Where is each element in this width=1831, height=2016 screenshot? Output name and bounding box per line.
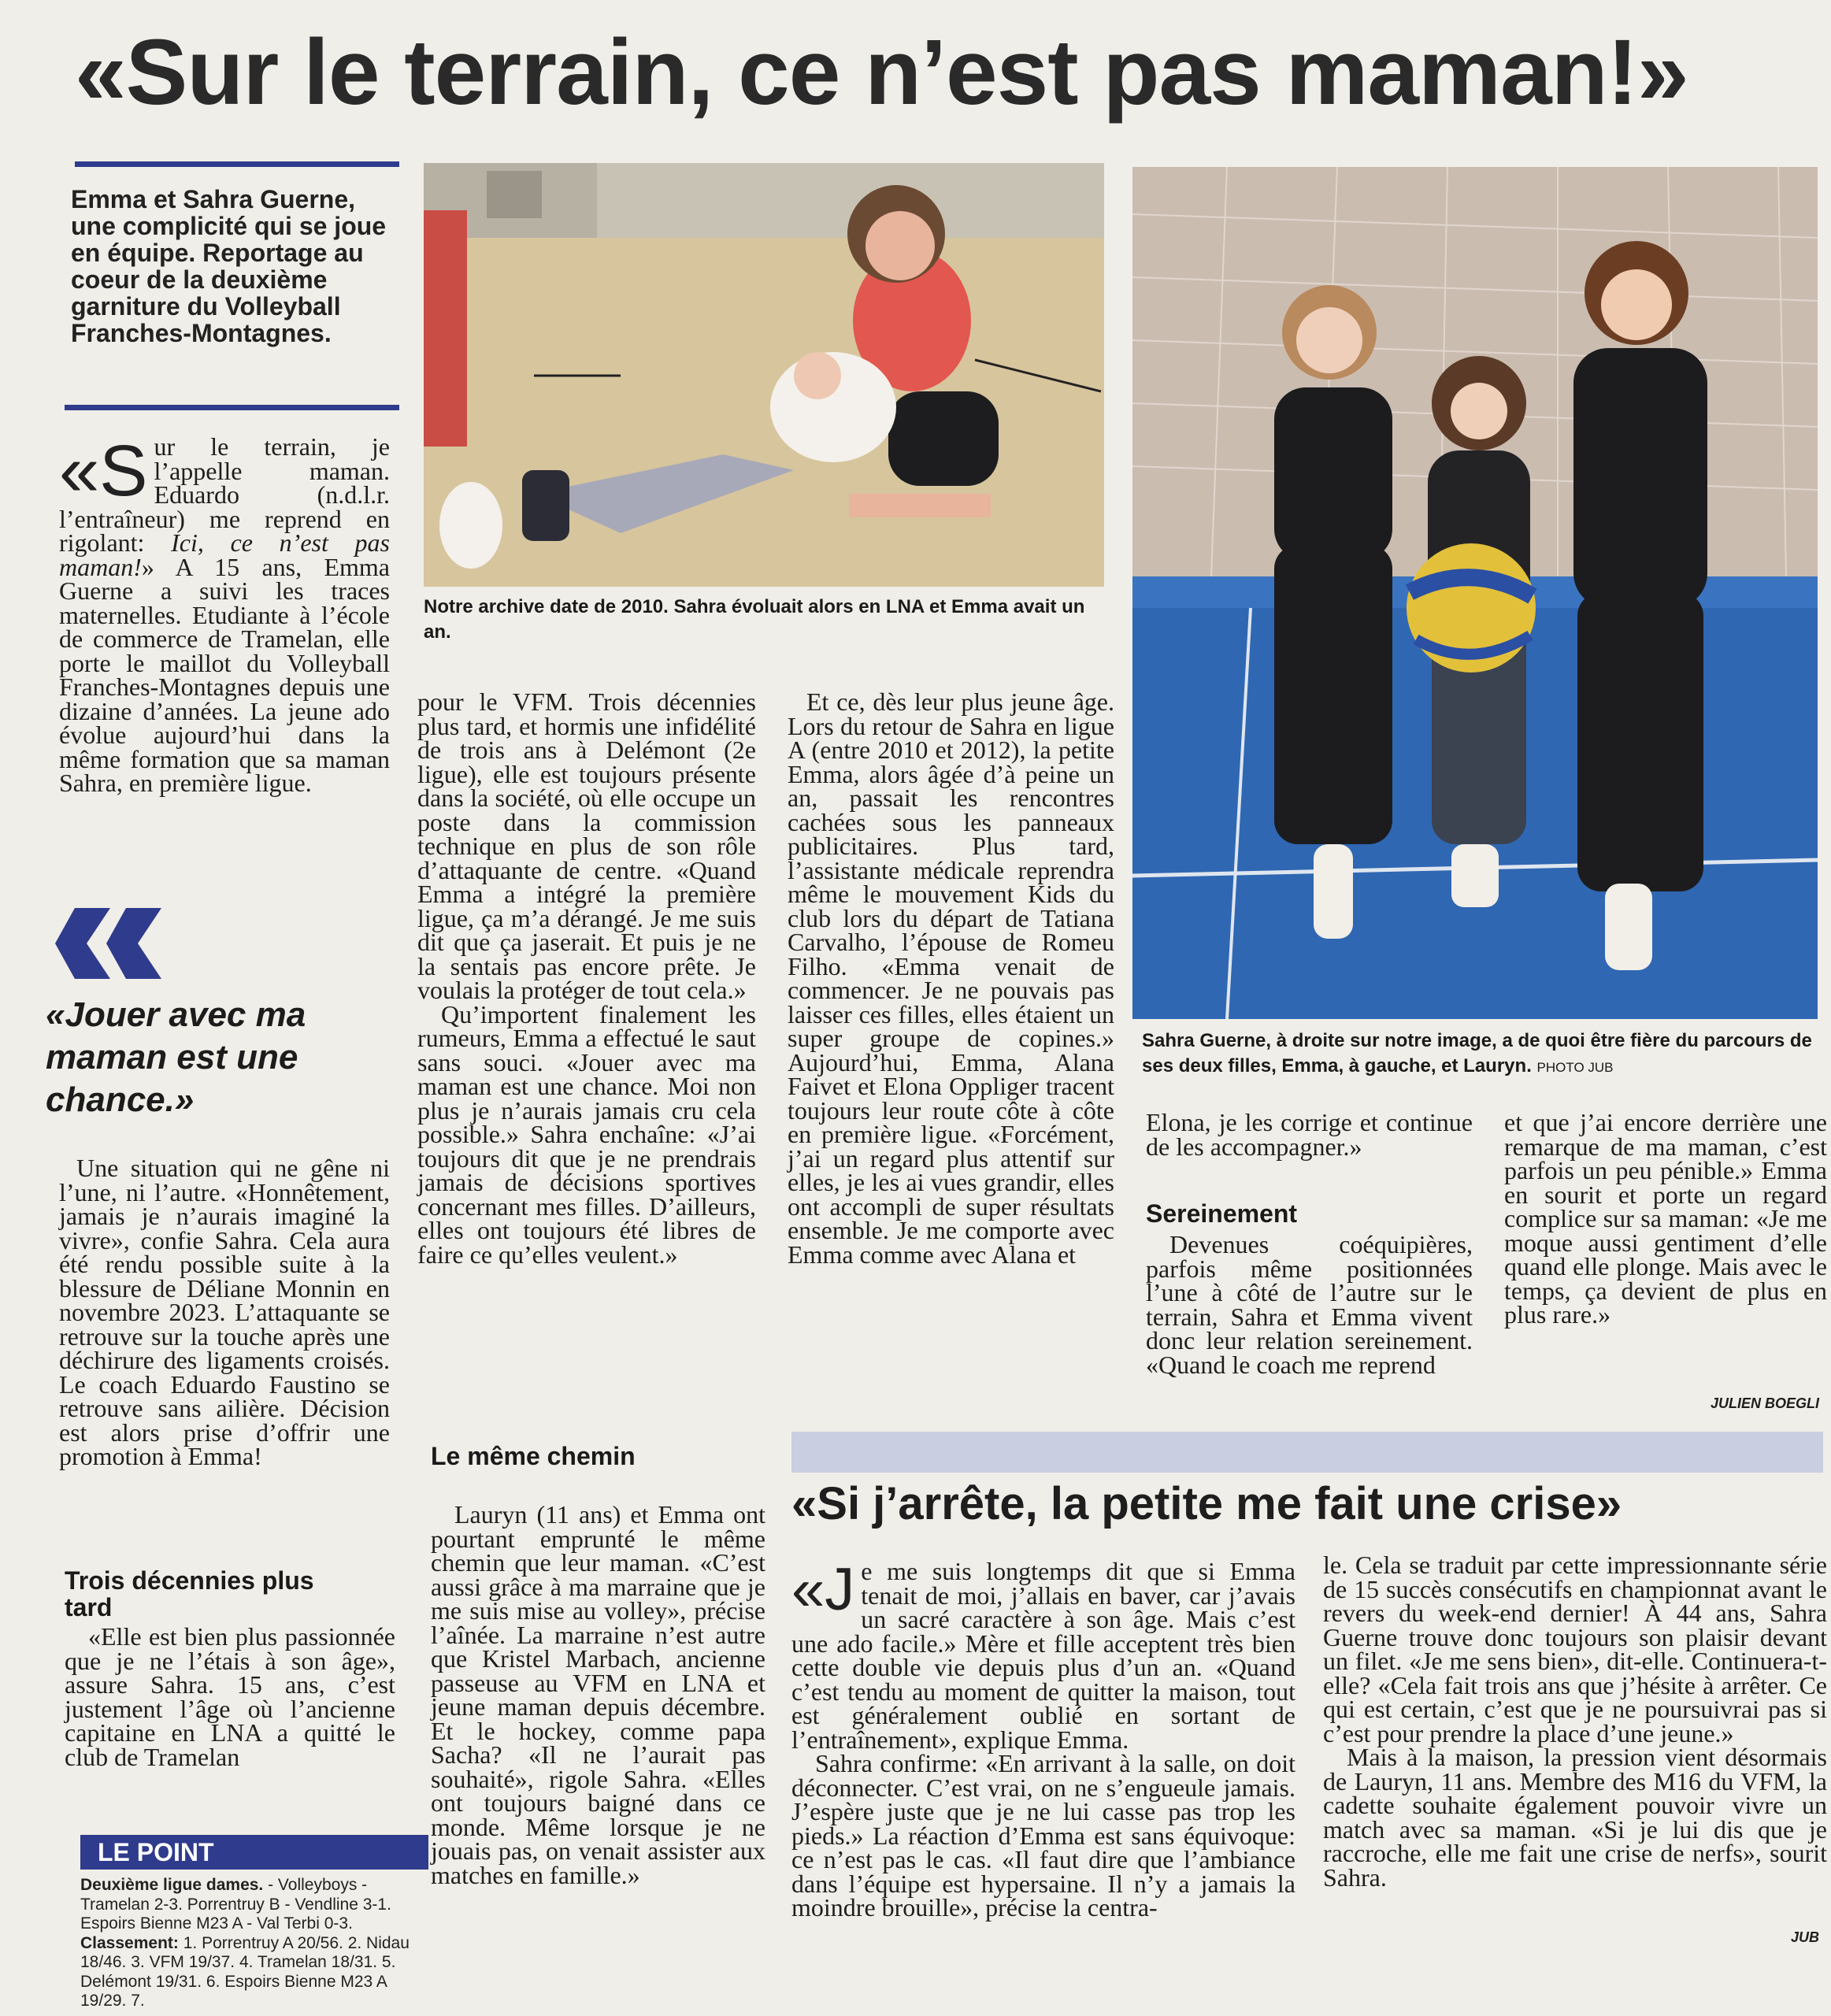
headline: «Sur le terrain, ce n’est pas maman!» [75, 20, 1688, 124]
box-top-band [791, 1432, 1823, 1473]
col4-paragraph-2: Devenues coéquipières, parfois même positionnées l’une à côté de l’autre sur le terrain, Sahra et Emma vivent donc leur relation sereinement. «Quand le coach me reprend [1146, 1230, 1473, 1379]
box-drop-cap: «J [791, 1556, 855, 1623]
col2-paragraph-1: pour le VFM. Trois décennies plus tard, et hormis une infidélité de trois ans à Delémont (2e ligue), elle est toujours présente dans la société, où elle occupe un poste dans la commission technique en plus de son rôle d’attaquante de centre. «Quand Emma a intégré la première ligue, ça m’a dérangé. Je me suis dit que ça jaserait. Et puis je ne la sentais pas encore prête. Je voulais la protéger de tout cela.» [417, 687, 756, 1004]
column-4-bottom [1146, 1232, 1473, 1377]
byline-julien-boegli: JULIEN BOEGLI [1710, 1395, 1819, 1411]
box-left-column [791, 1556, 1295, 1922]
column-1-p3 [65, 1622, 395, 1771]
quote-mark-icon [51, 904, 177, 983]
column-3 [788, 687, 1114, 1269]
col1-paragraph-3: «Elle est bien plus passionnée que je ne l’étais à son âge», assure Sahra. 15 ans, c’est justement l’âge où l’ancienne capitaine en LNA a quitté le club de Tramelan [65, 1622, 395, 1771]
subhead-trois-decennies: Trois décennies plus tard [65, 1566, 314, 1621]
box-headline: «Si j’arrête, la petite me fait une crise» [791, 1478, 1622, 1529]
column-2-bottom [431, 1500, 765, 1889]
le-point-label: Deuxième ligue dames. [80, 1876, 264, 1894]
archive-photo [424, 163, 1104, 587]
pull-quote: «Jouer avec ma maman est une chance.» [46, 995, 306, 1119]
box-right-paragraph-1: le. Cela se traduit par cette impressionnante série de 15 succès consécutifs en championnat avant le revers du week-end dernier! À 44 ans, Sahra Guerne trouve donc toujours son plaisir devant un filet. «Je me sens bien», dit-elle. Continuera-t-elle? «Cela fait trois ans que j’hésite à arrêter. Ce qui est certain, c’est que je ne poursuivrai pas si c’est pour prendre la place d’une jeune.» [1323, 1551, 1827, 1747]
le-point-classement: 1. Porrentruy A 20/56. 2. Nidau 18/46. 3. VFM 19/37. 4. Tramelan 18/31. 5. Delémont 19/31. 6. Espoirs Bienne M23 A 19/29. 7. [80, 1933, 410, 2010]
le-point-title: LE POINT [80, 1835, 428, 1870]
intro-text: Emma et Sahra Guerne, une complicité qui se joue en équipe. Reportage au coeur de la deuxième garniture du Volleyball Franches-Montagnes. [71, 185, 387, 347]
col2-paragraph-2: Qu’importent finalement les rumeurs, Emma a effectué le saut sans souci. «Jouer avec ma maman est une chance. Moi non plus je n’aurais jamais cru cela possible.» Sahra enchaîne: «J’ai toujours dit que je ne prendrais jamais de décisions sportives concernant mes filles. D’ailleurs, elles ont toujours été libres de faire ce qu’elles veulent.» [417, 999, 756, 1269]
intro-rule-bottom [65, 405, 399, 410]
le-point-text [80, 1876, 411, 2011]
col1-lead-rest: » A 15 ans, Emma Guerne a suivi les traces maternelles. Etudiante à l’école de commerce de Tramelan, elle porte le maillot du Volleyball Franches-Montagnes depuis une dizaine d’années. La jeune ado évolue aujourd’hui dans la même formation que sa maman Sahra, en première ligue. [59, 552, 390, 797]
family-photo-caption-text: Sahra Guerne, à droite sur notre image, a de quoi être fière du parcours de ses deux filles, Emma, à gauche, et Lauryn. [1142, 1030, 1812, 1077]
family-photo-image [1132, 167, 1818, 1019]
box-right-column [1323, 1551, 1827, 1892]
col1-paragraph-2: Une situation qui ne gêne ni l’une, ni l’autre. «Honnêtement, jamais je n’aurais imaginé la vivre», confie Sahra. Cela aura été rendu possible suite à la blessure de Déliane Monnin en novembre 2023. L’attaquante se retrouve sur la touche après une déchirure des ligaments croisés. Le coach Eduardo Faustino se retrouve sans ailière. Décision est alors prise d’offrir une promotion à Emma! [59, 1154, 390, 1470]
subhead-sereinement: Sereinement [1146, 1199, 1298, 1228]
col3-paragraph-1: Et ce, dès leur plus jeune âge. Lors du retour de Sahra en ligue A (entre 2010 et 2012), la petite Emma, alors âgée d’à peine un an, passait les rencontres cachées sous les panneaux publicitaires. Plus tard, l’assistante médicale reprendra même le mouvement Kids du club lors du départ de Tatiana Carvalho, l’épouse de Romeu Filho. «Emma venait de commencer. Je ne pouvais pas laisser ces filles, elles étaient un super groupe de copines.» Aujourd’hui, Emma, Alana Faivet et Elona Oppliger tracent toujours leur route côte à côte en première ligue. «Forcément, j’ai un regard plus attentif sur elles, je les ai vues grandir, elles ont accompli de super résultats ensemble. Je me comporte avec Emma comme avec Alana et [788, 687, 1114, 1269]
col5-paragraph-1: et que j’ai encore derrière une remarque de ma maman, c’est parfois un peu pénible.» Emma en sourit et porte un regard complice sur sa maman: «Je me moque aussi gentiment d’elle quand elle plonge. Mais avec le temps, ça devient de plus en plus rare.» [1504, 1108, 1827, 1329]
box-left-lead: e me suis longtemps dit que si Emma tenait de moi, j’allais en baver, car j’avais un sacré caractère à son âge. Mais c’est une ado facile.» Mère et fille acceptent très bien cette double vie depuis plus d’un an. «Quand c’est tendu au moment de quitter la maison, tout est généralement oublié en sortant de l’entraînement», explique Emma. [791, 1557, 1295, 1754]
box-left-paragraph-2: Sahra confirme: «En arrivant à la salle, on doit déconnecter. C’est vrai, on ne s’engueule jamais. J’espère juste que je ne lui casse pas trop les pieds.» La réaction d’Emma est sans équivoque: ce n’est pas le cas. «Il faut dire que l’ambiance dans l’équipe est hypersaine. Il n’y a jamais la moindre brouille», précise la centra- [791, 1749, 1295, 1922]
column-1-lead [59, 431, 391, 797]
col1-lead-italic: Ici, ce n’est pas maman! [59, 528, 391, 581]
le-point-classement-label: Classement: [80, 1933, 179, 1952]
col1-lead-text: ur le terrain, je l’appelle maman. Eduardo (n.d.l.r. l’entraîneur) me reprend en rigolant: [59, 432, 390, 557]
drop-cap: «S [59, 431, 148, 511]
byline-jub: JUB [1790, 1929, 1819, 1945]
box-right-paragraph-2: Mais à la maison, la pression vient désormais de Lauryn, 11 ans. Membre des M16 du VFM, la cadette souhaite également pouvoir vivre un match avec sa maman. «Si je lui dis que je raccroche, elle me fait une crise de nerfs», sourit Sahra. [1323, 1743, 1827, 1892]
subhead-le-meme-chemin: Le même chemin [431, 1442, 636, 1470]
column-1-p2 [59, 1156, 390, 1469]
col2-paragraph-3: Lauryn (11 ans) et Emma ont pourtant emprunté le même chemin que leur maman. «C’est aussi grâce à ma marraine que je me suis mise au volley», précise l’aînée. La marraine n’est autre que Kristel Marbach, ancienne passeuse au VFM en LNA et jeune maman depuis décembre. Et le hockey, comme papa Sacha? «Il ne l’aurait pas souhaité», rigole Sahra. «Elles ont toujours baigné dans ce monde. Même lorsque je ne jouais pas, on venait assister aux matches en famille.» [431, 1500, 765, 1889]
family-photo-caption [1142, 1028, 1819, 1080]
intro-rule-top [75, 161, 399, 167]
archive-photo-image [424, 163, 1104, 587]
family-photo [1132, 167, 1818, 1019]
col4-paragraph-1: Elona, je les corrige et continue de les accompagner.» [1146, 1108, 1473, 1161]
photo-credit: PHOTO JUB [1536, 1060, 1614, 1075]
column-5 [1504, 1110, 1827, 1327]
column-4-top [1146, 1108, 1473, 1161]
archive-photo-caption: Notre archive date de 2010. Sahra évoluait alors en LNA et Emma avait un an. [424, 596, 1085, 643]
le-point-results: - Volleyboys - Tramelan 2-3. Porrentruy B - Vendline 3-1. Espoirs Bienne M23 A - Val Terbi 0-3. [80, 1876, 391, 1933]
column-2-top [417, 687, 756, 1269]
